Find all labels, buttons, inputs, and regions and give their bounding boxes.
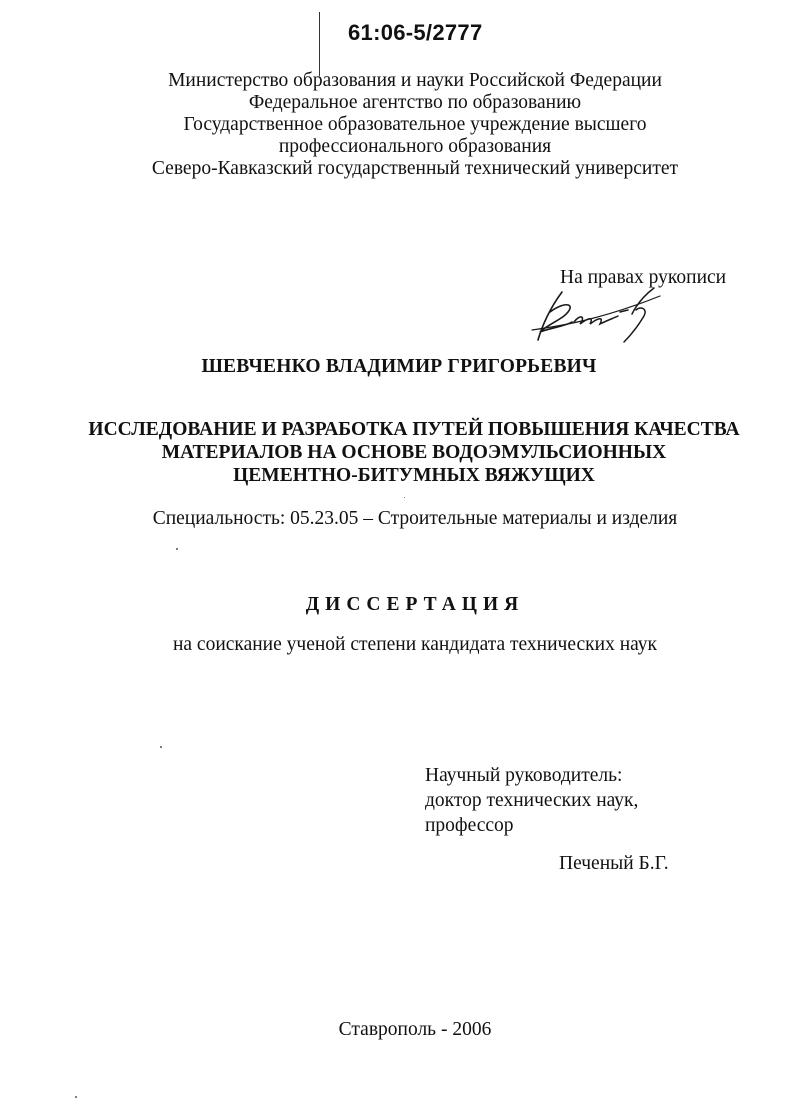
specialty-line: Специальность: 05.23.05 – Строительные материалы и изделия xyxy=(152,508,678,529)
scan-speck xyxy=(176,548,178,550)
header-line-university: Северо-Кавказский государственный технический университет xyxy=(151,158,679,179)
scientific-advisor-block xyxy=(425,763,638,838)
degree-sought-line: на соискание ученой степени кандидата технических наук xyxy=(172,634,658,655)
city-year: Ставрополь - 2006 xyxy=(338,1019,492,1040)
title-line-2: МАТЕРИАЛОВ НА ОСНОВЕ ВОДОЭМУЛЬСИОННЫХ xyxy=(161,442,667,463)
institution-header xyxy=(80,70,750,180)
title-line-3: ЦЕМЕНТНО-БИТУМНЫХ ВЯЖУЩИХ xyxy=(233,465,595,486)
header-line-institution-type: Государственное образовательное учреждение высшего xyxy=(183,114,647,135)
header-line-agency: Федеральное агентство по образованию xyxy=(248,92,582,113)
advisor-degree: доктор технических наук, xyxy=(425,790,639,811)
scan-speck xyxy=(404,497,405,498)
header-line-ministry: Министерство образования и науки Российской Федерации xyxy=(168,70,662,91)
dissertation-title xyxy=(60,418,768,487)
margin-line xyxy=(319,12,320,76)
author-name: ШЕВЧЕНКО ВЛАДИМИР ГРИГОРЬЕВИЧ xyxy=(201,356,597,377)
header-line-education-level: профессионального образования xyxy=(278,136,552,157)
scan-speck xyxy=(160,746,162,748)
advisor-title: профессор xyxy=(425,815,514,836)
advisor-name: Печеный Б.Г. xyxy=(559,853,669,874)
title-line-1: ИССЛЕДОВАНИЕ И РАЗРАБОТКА ПУТЕЙ ПОВЫШЕНИЯ КАЧЕСТВА xyxy=(88,419,740,440)
handwritten-signature-icon xyxy=(520,282,670,344)
archive-code: 61:06-5/2777 xyxy=(348,20,483,45)
advisor-label: Научный руководитель: xyxy=(425,765,623,786)
manuscript-rights-note: На правах рукописи xyxy=(560,267,727,288)
document-type-heading: ДИССЕРТАЦИЯ xyxy=(305,594,525,615)
scan-speck xyxy=(75,1096,77,1098)
